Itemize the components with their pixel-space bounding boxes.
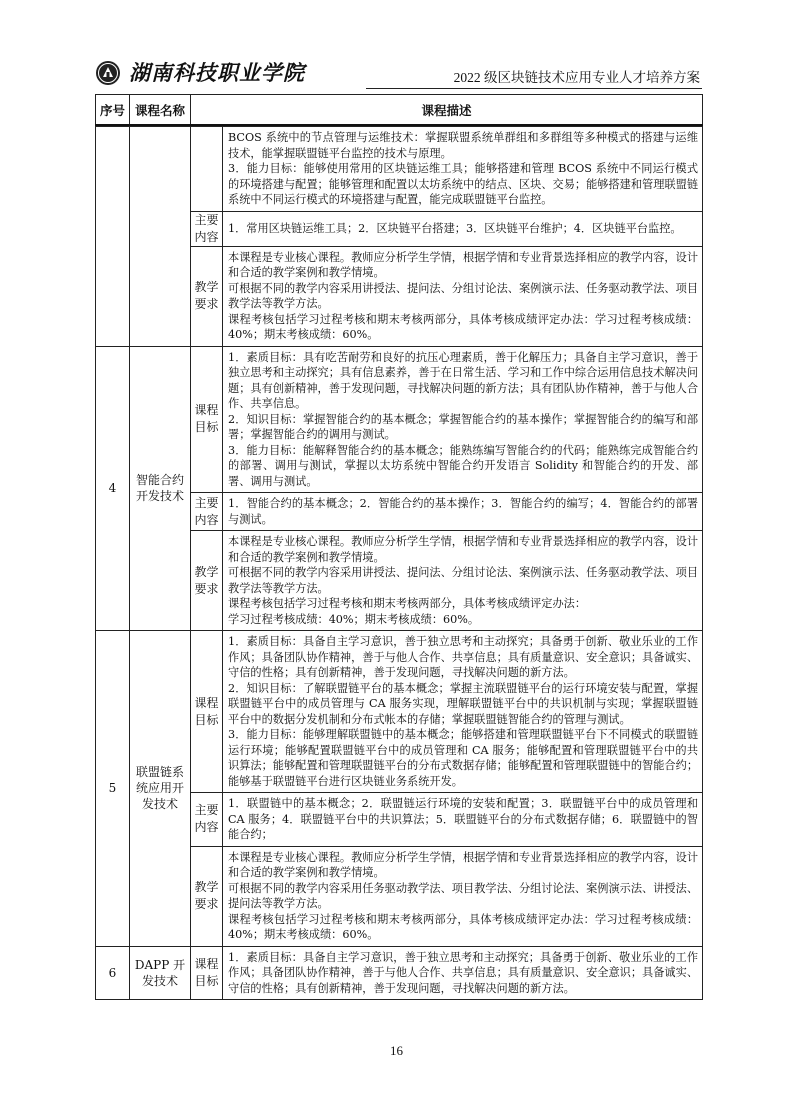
page-number: 16 — [390, 1043, 403, 1058]
text-line: 可根据不同的教学内容采用讲授法、提问法、分组讨论法、案例演示法、任务驱动教学法、项目教学法等教学方法。 — [228, 566, 699, 595]
course-goal-text — [223, 127, 703, 212]
school-seal-icon — [95, 60, 121, 86]
course-name — [130, 127, 191, 347]
text-line: 学习过程考核成绩：40%；期末考核成绩：60%。 — [228, 612, 480, 626]
header-rule — [366, 88, 702, 89]
text-line: 2．知识目标：了解联盟链平台的基本概念；掌握主流联盟链平台的运行环境安装与配置，掌握联盟链平台中的成员管理与 CA 服务实现，理解联盟链平台中的共识机制与实现；掌握联盟链平台中的数据分发机制和分布式帐本的存储；掌握联盟链智能合约的管理与测试。 — [228, 681, 699, 726]
course-name: 智能合约开发技术 — [130, 346, 191, 631]
row-label — [191, 127, 223, 212]
course-name: 联盟链系统应用开发技术 — [130, 631, 191, 947]
text-line: 3．能力目标：能够使用常用的区块链运维工具；能够搭建和管理 BCOS 系统中不同运行模式的环境搭建与配置；能够管理和配置以太坊系统中的结点、区块、交易；能够搭建和管理联盟链系统中不同运行模式的环境搭建与配置，能完成联盟链平台监控。 — [228, 162, 699, 206]
text-line: 1．联盟链中的基本概念；2．联盟链运行环境的安装和配置；3．联盟链平台中的成员管理和 CA 服务；4．联盟链平台中的共识算法；5．联盟链平台的分布式数据存储；6．联盟链中的智能合约； — [228, 797, 699, 841]
school-name: 湖南科技职业学院 — [129, 60, 305, 85]
row-label: 教学要求 — [191, 846, 223, 946]
text-line: 1．素质目标：具备自主学习意识，善于独立思考和主动探究；具备勇于创新、敬业乐业的工作作风；具备团队协作精神，善于与他人合作、共享信息；具有质量意识、安全意识；具备诚实、守信的性格；具有创新精神，善于发现问题，寻找解决问题的新方法。 — [228, 950, 699, 995]
text-line: 2．知识目标：掌握智能合约的基本概念；掌握智能合约的基本操作；掌握智能合约的编写和部署；掌握智能合约的调用与测试。 — [228, 412, 699, 441]
teaching-requirement-text — [223, 531, 703, 631]
course-number: 5 — [96, 631, 130, 947]
course-goal-text — [223, 946, 703, 1000]
text-line: 可根据不同的教学内容采用任务驱动教学法、项目教学法、分组讨论法、案例演示法、讲授法、提问法等教学方法。 — [228, 881, 699, 910]
text-line: 1．素质目标：具有吃苦耐劳和良好的抗压心理素质，善于化解压力；具备自主学习意识，善于独立思考和主动探究；具有信息素养，善于在日常生活、学习和工作中综合运用信息技术解决问题；具有创新精神，善于发现问题，寻找解决问题的新方法；具有团队协作精神，善于与他人合作、共享信息。 — [228, 350, 699, 410]
row-label: 主要内容 — [191, 793, 223, 847]
course-number: 4 — [96, 346, 130, 631]
page-header — [95, 58, 702, 88]
table-row — [96, 346, 703, 493]
text-line: 1．常用区块链运维工具；2．区块链平台搭建；3．区块链平台维护；4．区块链平台监控。 — [228, 221, 682, 235]
column-header-name: 课程名称 — [130, 95, 191, 126]
text-line: BCOS 系统中的节点管理与运维技术：掌握联盟系统单群组和多群组等多种模式的搭建与运维技术，能掌握联盟链平台监控的技术与原理。 — [228, 131, 699, 160]
text-line: 本课程是专业核心课程。教师应分析学生学情，根据学情和专业背景选择相应的教学内容，设计和合适的教学案例和教学情境。 — [228, 250, 699, 279]
row-label: 教学要求 — [191, 246, 223, 346]
school-logo — [95, 58, 335, 88]
text-line: 课程考核包括学习过程考核和期末考核两部分，具体考核成绩评定办法： — [228, 597, 587, 610]
column-header-description: 课程描述 — [191, 95, 703, 126]
text-line: 3．能力目标：能解释智能合约的基本概念；能熟练编写智能合约的代码；能熟练完成智能合约的部署、调用与测试，掌握以太坊系统中智能合约开发语言 Solidity 和智能合约的开发、部署、调用与测试。 — [228, 443, 699, 488]
teaching-requirement-text — [223, 846, 703, 946]
course-content-text — [223, 493, 703, 531]
text-line: 本课程是专业核心课程。教师应分析学生学情，根据学情和专业背景选择相应的教学内容，设计和合适的教学案例和教学情境。 — [228, 535, 699, 564]
text-line: 课程考核包括学习过程考核和期末考核两部分，具体考核成绩评定办法：学习过程考核成绩：40%；期末考核成绩：60%。 — [228, 312, 699, 341]
text-line: 可根据不同的教学内容采用讲授法、提问法、分组讨论法、案例演示法、任务驱动教学法、项目教学法等教学方法。 — [228, 281, 699, 310]
document-title: 2022 级区块链技术应用专业人才培养方案 — [453, 70, 700, 85]
text-line: 1．智能合约的基本概念；2．智能合约的基本操作；3．智能合约的编写；4．智能合约的部署与测试。 — [228, 497, 699, 526]
row-label: 课程目标 — [191, 631, 223, 793]
course-name: DAPP 开发技术 — [130, 946, 191, 1000]
course-content-text — [223, 793, 703, 847]
text-line: 本课程是专业核心课程。教师应分析学生学情，根据学情和专业背景选择相应的教学内容，设计和合适的教学案例和教学情境。 — [228, 850, 699, 879]
table-row — [96, 127, 703, 212]
course-content-text — [223, 211, 703, 246]
row-label: 主要内容 — [191, 211, 223, 246]
course-number: 6 — [96, 946, 130, 1000]
text-line: 1．素质目标：具备自主学习意识，善于独立思考和主动探究；具备勇于创新、敬业乐业的工作作风；具备团队协作精神，善于与他人合作、共享信息；具有质量意识、安全意识；具备诚实、守信的性格；具有创新精神，善于发现问题，寻找解决问题的新方法。 — [228, 635, 699, 679]
table-header-row — [96, 95, 703, 126]
text-line: 3．能力目标：能够理解联盟链中的基本概念；能够搭建和管理联盟链平台下不同模式的联盟链运行环境；能够配置联盟链平台中的成员管理和 CA 服务；能够配置和管理联盟链平台中的共识算法；能够配置和管理联盟链平台的分布式数据存储；能够配置和管理联盟链中的智能合约；能够基于联盟链平台进行区块链业务系统开发。 — [228, 728, 699, 788]
row-label: 主要内容 — [191, 493, 223, 531]
row-label: 课程目标 — [191, 946, 223, 1000]
course-goal-text — [223, 346, 703, 493]
text-line: 课程考核包括学习过程考核和期末考核两部分，具体考核成绩评定办法：学习过程考核成绩：40%；期末考核成绩：60%。 — [228, 912, 699, 941]
course-number — [96, 127, 130, 347]
table-row — [96, 946, 703, 1000]
row-label: 教学要求 — [191, 531, 223, 631]
column-header-no: 序号 — [96, 95, 130, 126]
table-row — [96, 631, 703, 793]
course-description-table — [95, 94, 703, 1000]
teaching-requirement-text — [223, 246, 703, 346]
course-goal-text — [223, 631, 703, 793]
row-label: 课程目标 — [191, 346, 223, 493]
